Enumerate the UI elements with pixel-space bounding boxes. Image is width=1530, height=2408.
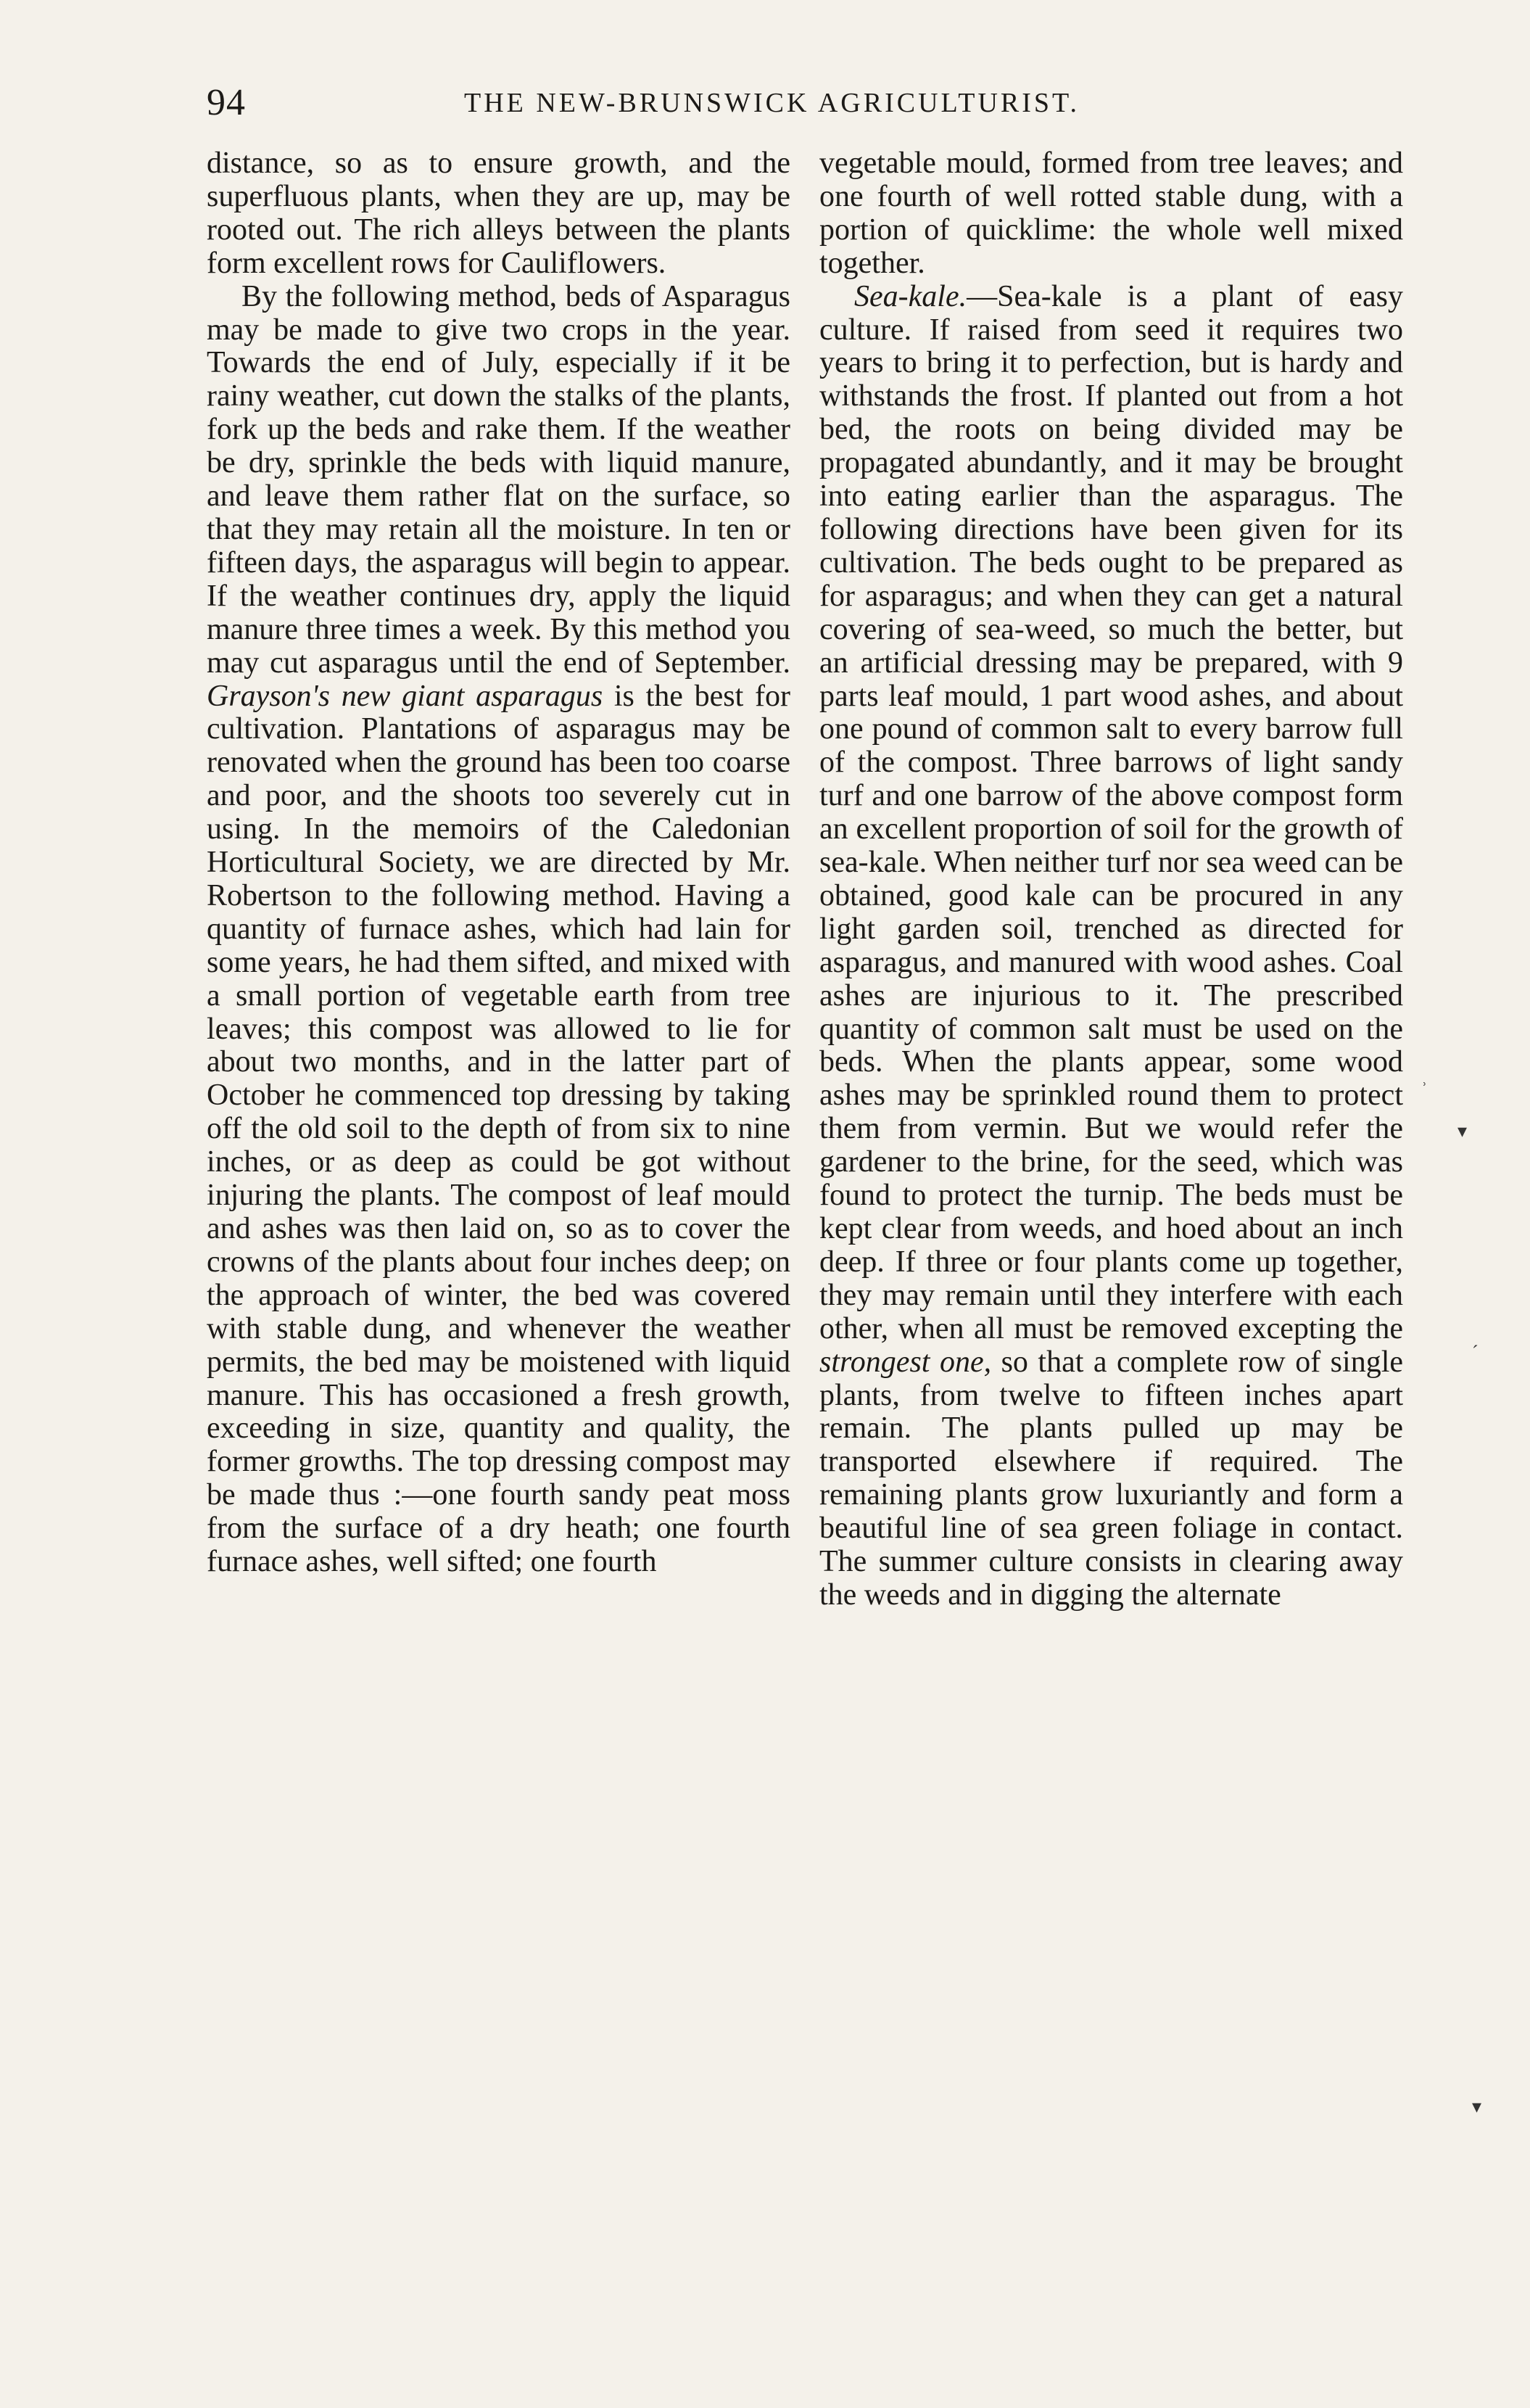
left-paragraph-1: distance, so as to ensure growth, and the superfluous plants, when they are up, may be rooted out. The rich alleys between the plants form excellent rows for Cauliflowers. xyxy=(207,147,790,280)
left-paragraph-2-text-a: By the following method, beds of Asparagus may be made to give two crops in the year. Towards the end of July, especially if it be rainy weather, cut down the stalks of the plants, fork up the beds and rake them. If the weather be dry, sprinkle the beds with liquid manure, and leave them rather flat on the surface, so that they may retain all the moisture. In ten or fifteen days, the asparagus will begin to appear. If the weather continues dry, apply the liquid manure three times a week. By this method you may cut asparagus until the end of September. xyxy=(207,279,790,680)
right-paragraph-2-heading: Sea-kale. xyxy=(854,279,967,313)
page-number: 94 xyxy=(207,82,246,123)
running-head: THE NEW-BRUNSWICK AGRICULTURIST. xyxy=(464,88,1080,118)
margin-speck: ▾ xyxy=(1472,2096,1482,2117)
right-paragraph-2-text-c: so that a complete row of single plants, from twelve to fifteen inches apart remain. The plants pulled up may be transported elsewhere if required. The remaining plants grow luxuriantly and form a beautiful line of sea green foliage in contact. The summer culture consists in clearing away the weeds and in digging the alternate xyxy=(819,1345,1403,1612)
left-column xyxy=(207,147,790,1579)
right-paragraph-1: vegetable mould, formed from tree leaves; and one fourth of well rotted stable dung, with a portion of quicklime: the whole well mixed together. xyxy=(819,147,1403,280)
left-paragraph-2-text-b: is the best for cultivation. Plantations of asparagus may be renovated when the ground has been too coarse and poor, and the shoots too severely cut in using. In the memoirs of the Caledonian Horticultural Society, we are directed by Mr. Robertson to the following method. Having a quantity of furnace ashes, which had lain for some years, he had them sifted, and mixed with a small portion of vegetable earth from tree leaves; this compost was allowed to lie for about two months, and in the latter part of October he commenced top dressing by taking off the old soil to the depth of from six to nine inches, or as deep as could be got without injuring the plants. The compost of leaf mould and ashes was then laid on, so as to cover the crowns of the plants about four inches deep; on the approach of winter, the bed was covered with stable dung, and whenever the weather permits, the bed may be moistened with liquid manure. This has occasioned a fresh growth, exceeding in size, quantity and quality, the former growths. The top dressing compost may be made thus :—one fourth sandy peat moss from the surface of a dry heath; one fourth furnace ashes, well sifted; one fourth xyxy=(207,679,790,1579)
left-paragraph-2 xyxy=(207,281,790,1579)
right-paragraph-2 xyxy=(819,281,1403,1612)
margin-speck: ˒ xyxy=(1421,1070,1428,1091)
right-paragraph-2-text-b: —Sea-kale is a plant of easy culture. If raised from seed it requires two years to bring it to perfection, but is hardy and withstands the frost. If planted out from a hot bed, the roots on being divided may be propagated abundantly, and it may be brought into eating earlier than the asparagus. The following directions have been given for its cultivation. The beds ought to be prepared as for asparagus; and when they can get a natural covering of sea-weed, so much the better, but an artificial dressing may be prepared, with 9 parts leaf mould, 1 part wood ashes, and about one pound of common salt to every barrow full of the compost. Three barrows of light sandy turf and one barrow of the above compost form an excellent proportion of soil for the growth of sea-kale. When neither turf nor sea weed can be obtained, good kale can be procured in any light garden soil, trenched as directed for asparagus, and manured with wood ashes. Coal ashes are injurious to it. The prescribed quantity of common salt must be used on the beds. When the plants appear, some wood ashes may be sprinkled round them to protect them from vermin. But we would refer the gardener to the brine, for the seed, which was found to protect the turnip. The beds must be kept clear from weeds, and hoed about an inch deep. If three or four plants come up together, they may remain until they interfere with each other, when all must be removed excepting the xyxy=(819,279,1403,1345)
right-paragraph-2-italic: strongest one, xyxy=(819,1345,992,1379)
left-paragraph-2-italic: Grayson's new giant asparagus xyxy=(207,679,603,713)
margin-speck: ˊ xyxy=(1472,1342,1479,1363)
right-column xyxy=(819,147,1403,1612)
margin-speck: ▾ xyxy=(1457,1121,1468,1142)
